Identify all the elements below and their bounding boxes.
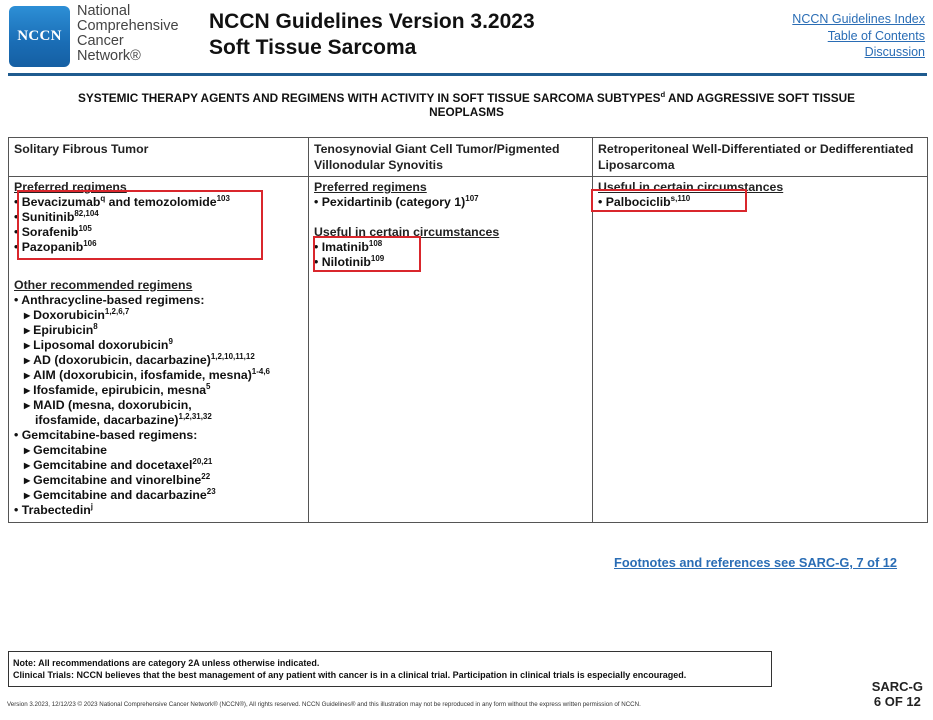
page-identifier <box>872 679 923 709</box>
header-nav <box>792 11 925 61</box>
org-name-line: Comprehensive <box>77 18 179 34</box>
regimen-item: • Imatinib$^{108}$ <box>314 238 383 254</box>
note-clinical-trials: Clinical Trials: NCCN believes that the best management of any patient with cancer is in a clinical trial. Participation in clinical trials is especially encouraged. <box>13 669 687 680</box>
tgct-cell <box>309 177 593 523</box>
footnote-ref: d <box>660 90 666 100</box>
note-category: Note: All recommendations are category 2A unless otherwise indicated. <box>13 658 320 668</box>
column-header-solitary-fibrous-tumor: Solitary Fibrous Tumor <box>9 138 309 177</box>
regimen-item: ▶ Liposomal doxorubicin$^9$ <box>24 336 173 352</box>
section-title <box>60 91 873 119</box>
solitary-fibrous-tumor-cell <box>9 177 309 523</box>
regimen-item: • Pazopanib$^{106}$ <box>14 238 97 254</box>
org-name-line: Cancer <box>77 33 124 49</box>
regimen-item: • Pexidartinib (category 1)$^{107}$ <box>314 193 479 209</box>
regimen-item: ▶ Gemcitabine and docetaxel$^{20,21}$ <box>24 456 213 472</box>
nccn-logo <box>9 6 70 67</box>
preferred-regimens-label: Preferred regimens <box>14 180 127 194</box>
regimen-group-label: • Gemcitabine-based regimens: <box>14 428 198 442</box>
footnotes-references-link[interactable]: Footnotes and references see SARC-G, 7 of 12 <box>614 555 898 570</box>
organization-name <box>77 4 179 64</box>
header-divider <box>8 73 927 76</box>
regimen-item: ▶ MAID (mesna, doxorubicin, ifosfamide, dacarbazine)$^{1,2,31,32}$ <box>24 398 212 427</box>
triangle-bullet-icon: ▶ <box>24 356 31 365</box>
triangle-bullet-icon: ▶ <box>24 461 31 470</box>
triangle-bullet-icon: ▶ <box>24 476 31 485</box>
preferred-regimens-label: Preferred regimens <box>314 180 427 194</box>
regimens-table <box>8 137 928 523</box>
triangle-bullet-icon: ▶ <box>24 401 31 410</box>
triangle-bullet-icon: ▶ <box>24 386 31 395</box>
org-name-line: National <box>77 3 131 19</box>
useful-circumstances-label: Useful in certain circumstances <box>314 225 500 239</box>
guidelines-index-link[interactable]: NCCN Guidelines Index <box>792 12 925 26</box>
regimen-item: ▶ AIM (doxorubicin, ifosfamide, mesna)$^{1-4,6}$ <box>24 366 270 382</box>
triangle-bullet-icon: ▶ <box>24 371 31 380</box>
liposarcoma-cell <box>593 177 928 523</box>
guideline-topic: Soft Tissue Sarcoma <box>209 36 417 59</box>
other-regimens-label: Other recommended regimens <box>14 278 193 292</box>
page-title <box>209 9 535 61</box>
table-of-contents-link[interactable]: Table of Contents <box>827 28 925 43</box>
triangle-bullet-icon: ▶ <box>24 446 31 455</box>
guideline-version: NCCN Guidelines Version 3.2023 <box>209 10 535 33</box>
section-title-text: AND AGGRESSIVE SOFT TISSUE NEOPLASMS <box>429 91 856 119</box>
regimen-item: ▶ Doxorubicin$^{1,2,6,7}$ <box>24 306 130 322</box>
regimen-item: • Bevacizumab$^q$ and temozolomide$^{103}$ <box>14 193 230 209</box>
org-name-line: Network® <box>77 48 141 64</box>
regimen-item: • Nilotinib$^{109}$ <box>314 253 385 269</box>
triangle-bullet-icon: ▶ <box>24 341 31 350</box>
regimen-item: ▶ Gemcitabine <box>24 443 107 457</box>
column-header-liposarcoma: Retroperitoneal Well-Differentiated or Dedifferentiated Liposarcoma <box>593 138 928 177</box>
discussion-link[interactable]: Discussion <box>864 45 925 59</box>
regimen-item: ▶ Ifosfamide, epirubicin, mesna$^5$ <box>24 381 211 397</box>
regimen-item: • Sorafenib$^{105}$ <box>14 223 92 239</box>
page-code: SARC-G <box>871 679 923 694</box>
regimen-item: ▶ AD (doxorubicin, dacarbazine)$^{1,2,10,11,12}$ <box>24 351 255 367</box>
regimen-item: ▶ Gemcitabine and vinorelbine$^{22}$ <box>24 471 211 487</box>
triangle-bullet-icon: ▶ <box>24 326 31 335</box>
note-box <box>8 651 772 687</box>
regimen-item: • Sunitinib$^{82,104}$ <box>14 208 99 224</box>
regimen-group-label: • Anthracycline-based regimens: <box>14 293 205 307</box>
regimen-item: • Trabectedin$^j$ <box>14 501 93 517</box>
section-title-text: SYSTEMIC THERAPY AGENTS AND REGIMENS WITH ACTIVITY IN SOFT TISSUE SARCOMA SUBTYPES <box>77 91 661 105</box>
regimen-item: ▶ Epirubicin$^8$ <box>24 321 98 337</box>
triangle-bullet-icon: ▶ <box>24 311 31 320</box>
page-number: 6 OF 12 <box>873 694 921 709</box>
column-header-tgct: Tenosynovial Giant Cell Tumor/Pigmented Villonodular Synovitis <box>309 138 593 177</box>
regimen-item: • Palbociclib$^{s,110}$ <box>598 193 691 209</box>
regimen-item: ▶ Gemcitabine and dacarbazine$^{23}$ <box>24 486 216 502</box>
copyright-text: Version 3.2023, 12/12/23 © 2023 National Comprehensive Cancer Network® (NCCN®), All rights reserved. NCCN Guidelines® and this illustration may not be reproduced in any form without the express written permission of NCCN. <box>7 701 641 708</box>
logo-text: NCCN <box>17 28 62 44</box>
triangle-bullet-icon: ▶ <box>24 491 31 500</box>
useful-circumstances-label: Useful in certain circumstances <box>598 180 784 194</box>
